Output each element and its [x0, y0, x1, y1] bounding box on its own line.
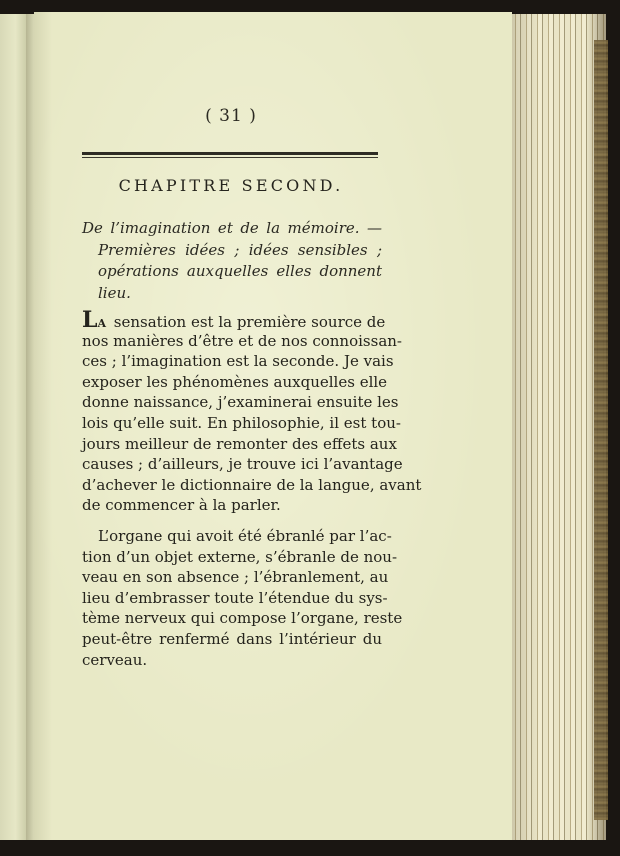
body-text	[82, 307, 422, 670]
summary-line: De l’imagination et de la mémoire. —	[82, 219, 382, 237]
small-cap: A	[97, 317, 107, 330]
chapter-title: CHAPITRE SECOND.	[118, 176, 344, 195]
facing-page-edge	[0, 14, 29, 840]
rule-thin-line	[82, 157, 378, 158]
paragraph-2-line: L’organe qui avoit été ébranlé par l’ac-	[98, 526, 392, 545]
paragraph-1-line-text: sensation est la première source de	[109, 313, 386, 331]
paragraph-2-line: peut-être renfermé dans l’intérieur du	[82, 629, 382, 648]
paragraph-2-line: tème nerveux qui compose l’organe, reste	[82, 609, 403, 628]
chapter-rule	[82, 152, 378, 159]
paragraph-1-line: ces ; l’imagination est la seconde. Je vais	[82, 352, 394, 371]
paragraph-2-line: tion d’un objet externe, s’ébranle de nou-	[82, 547, 398, 566]
paragraph-1-line: de commencer à la parler.	[82, 496, 281, 515]
paragraph-1-line: donne naissance, j’examinerai ensuite les	[82, 393, 399, 412]
paragraph-2-line: lieu d’embrasser toute l’étendue du sys-	[82, 588, 388, 607]
rule-thick-line	[82, 152, 378, 155]
paragraph-1-line: causes ; d’ailleurs, je trouve ici l’avantage	[82, 455, 403, 474]
chapter-summary	[82, 218, 382, 304]
paragraph-gap	[82, 516, 382, 526]
paragraph-2-line: veau en son absence ; l’ébranlement, au	[82, 568, 389, 587]
paragraph-1-line: d’achever le dictionnaire de la langue, avant	[82, 475, 422, 494]
drop-cap: L	[82, 307, 98, 333]
paragraph-1-line: exposer les phénomènes auxquelles elle	[82, 372, 388, 391]
paragraph-1-line: lois qu’elle suit. En philosophie, il est tou-	[82, 413, 401, 432]
paragraph-2-line: cerveau.	[82, 650, 148, 669]
paragraph-1-line	[82, 307, 386, 333]
page-edges-shadow	[510, 14, 606, 840]
summary-line: Premières idées ; idées sensibles ;	[98, 240, 382, 259]
summary-line: opérations auxquelles elles donnent	[98, 262, 382, 280]
paragraph-1-line: nos manières d’être et de nos connoissan-	[82, 331, 402, 350]
book-cover-edge	[594, 40, 608, 820]
page-number: ( 31 )	[205, 106, 257, 126]
paragraph-1-line: jours meilleur de remonter des effets aux	[82, 434, 397, 453]
summary-line: lieu.	[98, 283, 131, 302]
